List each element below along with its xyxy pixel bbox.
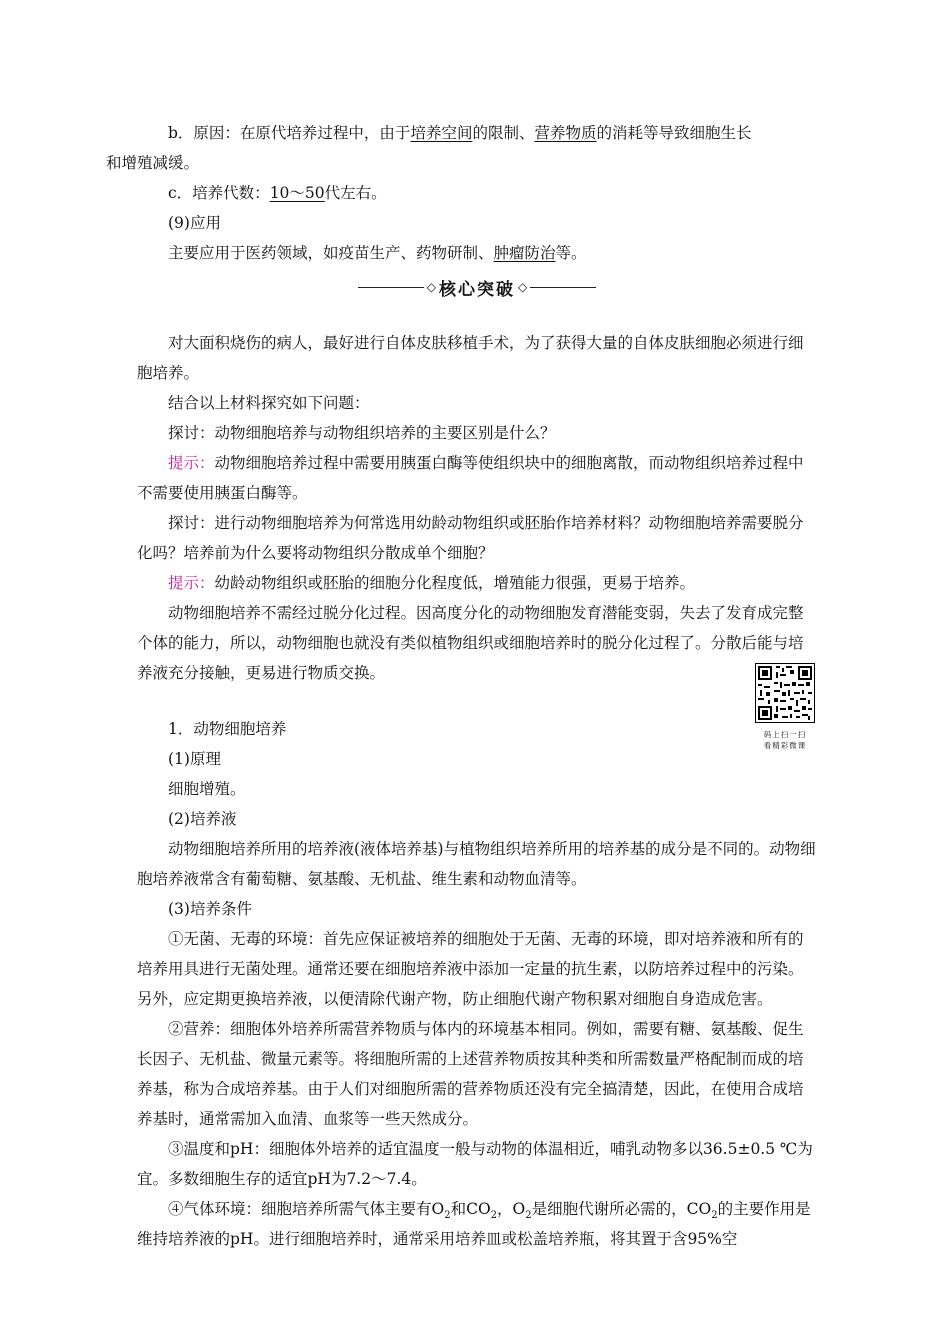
- condition-temperature-ph: ③温度和pH：细胞体外培养的适宜温度一般与动物的体温相近，哺乳动物多以36.5±0.5 ℃为宜。多数细胞生存的适宜pH为7.2～7.4。: [137, 1140, 813, 1188]
- text: ④气体环境：细胞培养所需气体主要有O: [168, 1200, 445, 1218]
- text: 和CO: [450, 1200, 491, 1218]
- subscript: 2: [711, 1210, 718, 1222]
- underlined-term: 培养空间: [410, 124, 473, 142]
- underlined-term: 10～50: [269, 184, 325, 202]
- divider-line: [530, 287, 596, 288]
- question-2: 探讨：进行动物细胞培养为何常选用幼龄动物组织或胚胎作培养材料？动物细胞培养需要脱分化吗？培养前为什么要将动物组织分散成单个细胞？: [137, 514, 804, 562]
- condition-sterile: ①无菌、无毒的环境：首先应保证被培养的细胞处于无菌、无毒的环境，即对培养液和所有的培养用具进行无菌处理。通常还要在细胞培养液中添加一定量的抗生素，以防培养过程中的污染。另外，应定期更换培养液，以便清除代谢产物，防止细胞代谢产物积累对细胞自身造成危害。: [137, 930, 804, 1008]
- subscript: 2: [444, 1210, 451, 1222]
- generations-paragraph: [137, 178, 817, 208]
- underlined-term: 营养物质: [534, 124, 597, 142]
- application-paragraph: [137, 238, 817, 268]
- answer-2: [137, 568, 817, 598]
- reason-paragraph: [106, 118, 817, 178]
- qr-caption-line: 看精彩微课: [763, 741, 807, 750]
- text: 是细胞代谢所必需的，CO: [531, 1200, 712, 1218]
- condition-gas: [137, 1194, 817, 1254]
- text: ，O: [497, 1200, 526, 1218]
- answer-1: [137, 448, 817, 508]
- medium-heading: (2)培养液: [168, 810, 237, 828]
- text: 的限制、: [472, 124, 535, 142]
- section-divider: [137, 270, 817, 304]
- diamond-icon: ◇: [518, 280, 528, 294]
- qr-caption: [755, 729, 815, 751]
- text: b．原因：在原代培养过程中，由于: [168, 124, 411, 142]
- text: 的消耗等导致细胞生长: [596, 124, 752, 142]
- diamond-icon: ◇: [426, 280, 436, 294]
- hint-label: 提示：: [168, 454, 215, 472]
- text: 代左右。: [324, 184, 387, 202]
- qr-code-block[interactable]: [755, 663, 815, 751]
- text: 等。: [555, 244, 587, 262]
- conditions-heading: (3)培养条件: [168, 900, 252, 918]
- qr-code-icon[interactable]: [755, 663, 815, 723]
- document-body: [106, 118, 817, 1254]
- text: 主要应用于医药领域，如疫苗生产、药物研制、: [168, 244, 494, 262]
- hint-label: 提示：: [168, 574, 215, 592]
- condition-nutrition: ②营养：细胞体外培养所需营养物质与体内的环境基本相同。例如，需要有糖、氨基酸、促生长因子、无机盐、微量元素等。将细胞所需的上述营养物质按其种类和所需数量严格配制而成的培养基，称为合成培养基。由于人们对细胞所需的营养物质还没有完全搞清楚，因此，在使用合成培养基时，通常需加入血清、血浆等一些天然成分。: [137, 1020, 804, 1128]
- principle-heading: (1)原理: [168, 750, 221, 768]
- subscript: 2: [525, 1210, 532, 1222]
- question-1: 探讨：动物细胞培养与动物组织培养的主要区别是什么？: [168, 424, 556, 442]
- text: c．培养代数：: [168, 184, 270, 202]
- medium-text: 动物细胞培养所用的培养液(液体培养基)与植物组织培养所用的培养基的成分是不同的。动物细胞培养液常含有葡萄糖、氨基酸、无机盐、维生素和动物血清等。: [137, 840, 816, 888]
- text: 的主要作用是维持培养液的pH。进行细胞培养时，通常采用培养皿或松盖培养瓶，将其置于含95%空: [137, 1200, 811, 1248]
- text: 幼龄动物组织或胚胎的细胞分化程度低，增殖能力很强，更易于培养。: [214, 574, 696, 592]
- text: 动物细胞培养过程中需要用胰蛋白酶等使组织块中的细胞离散，而动物组织培养过程中不需要使用胰蛋白酶等。: [137, 454, 804, 502]
- underlined-term: 肿瘤防治: [493, 244, 556, 262]
- subscript: 2: [490, 1210, 498, 1222]
- intro-paragraph: 对大面积烧伤的病人，最好进行自体皮肤移植手术，为了获得大量的自体皮肤细胞必须进行细胞培养。: [137, 334, 804, 382]
- qr-caption-line: 码上扫一扫: [763, 730, 807, 739]
- section-title: 核心突破: [439, 279, 515, 300]
- principle-text: 细胞增殖。: [168, 780, 246, 798]
- application-heading: (9)应用: [168, 214, 221, 232]
- explore-lead: 结合以上材料探究如下问题：: [168, 394, 370, 412]
- section1-heading: 1．动物细胞培养: [168, 720, 287, 738]
- answer-2-more: 动物细胞培养不需经过脱分化过程。因高度分化的动物细胞发育潜能变弱，失去了发育成完整个体的能力，所以，动物细胞也就没有类似植物组织或细胞培养时的脱分化过程了。分散后能与培养液充分接触，更易进行物质交换。: [137, 604, 804, 682]
- text: 和增殖减缓。: [106, 154, 200, 172]
- divider-line: [358, 287, 424, 288]
